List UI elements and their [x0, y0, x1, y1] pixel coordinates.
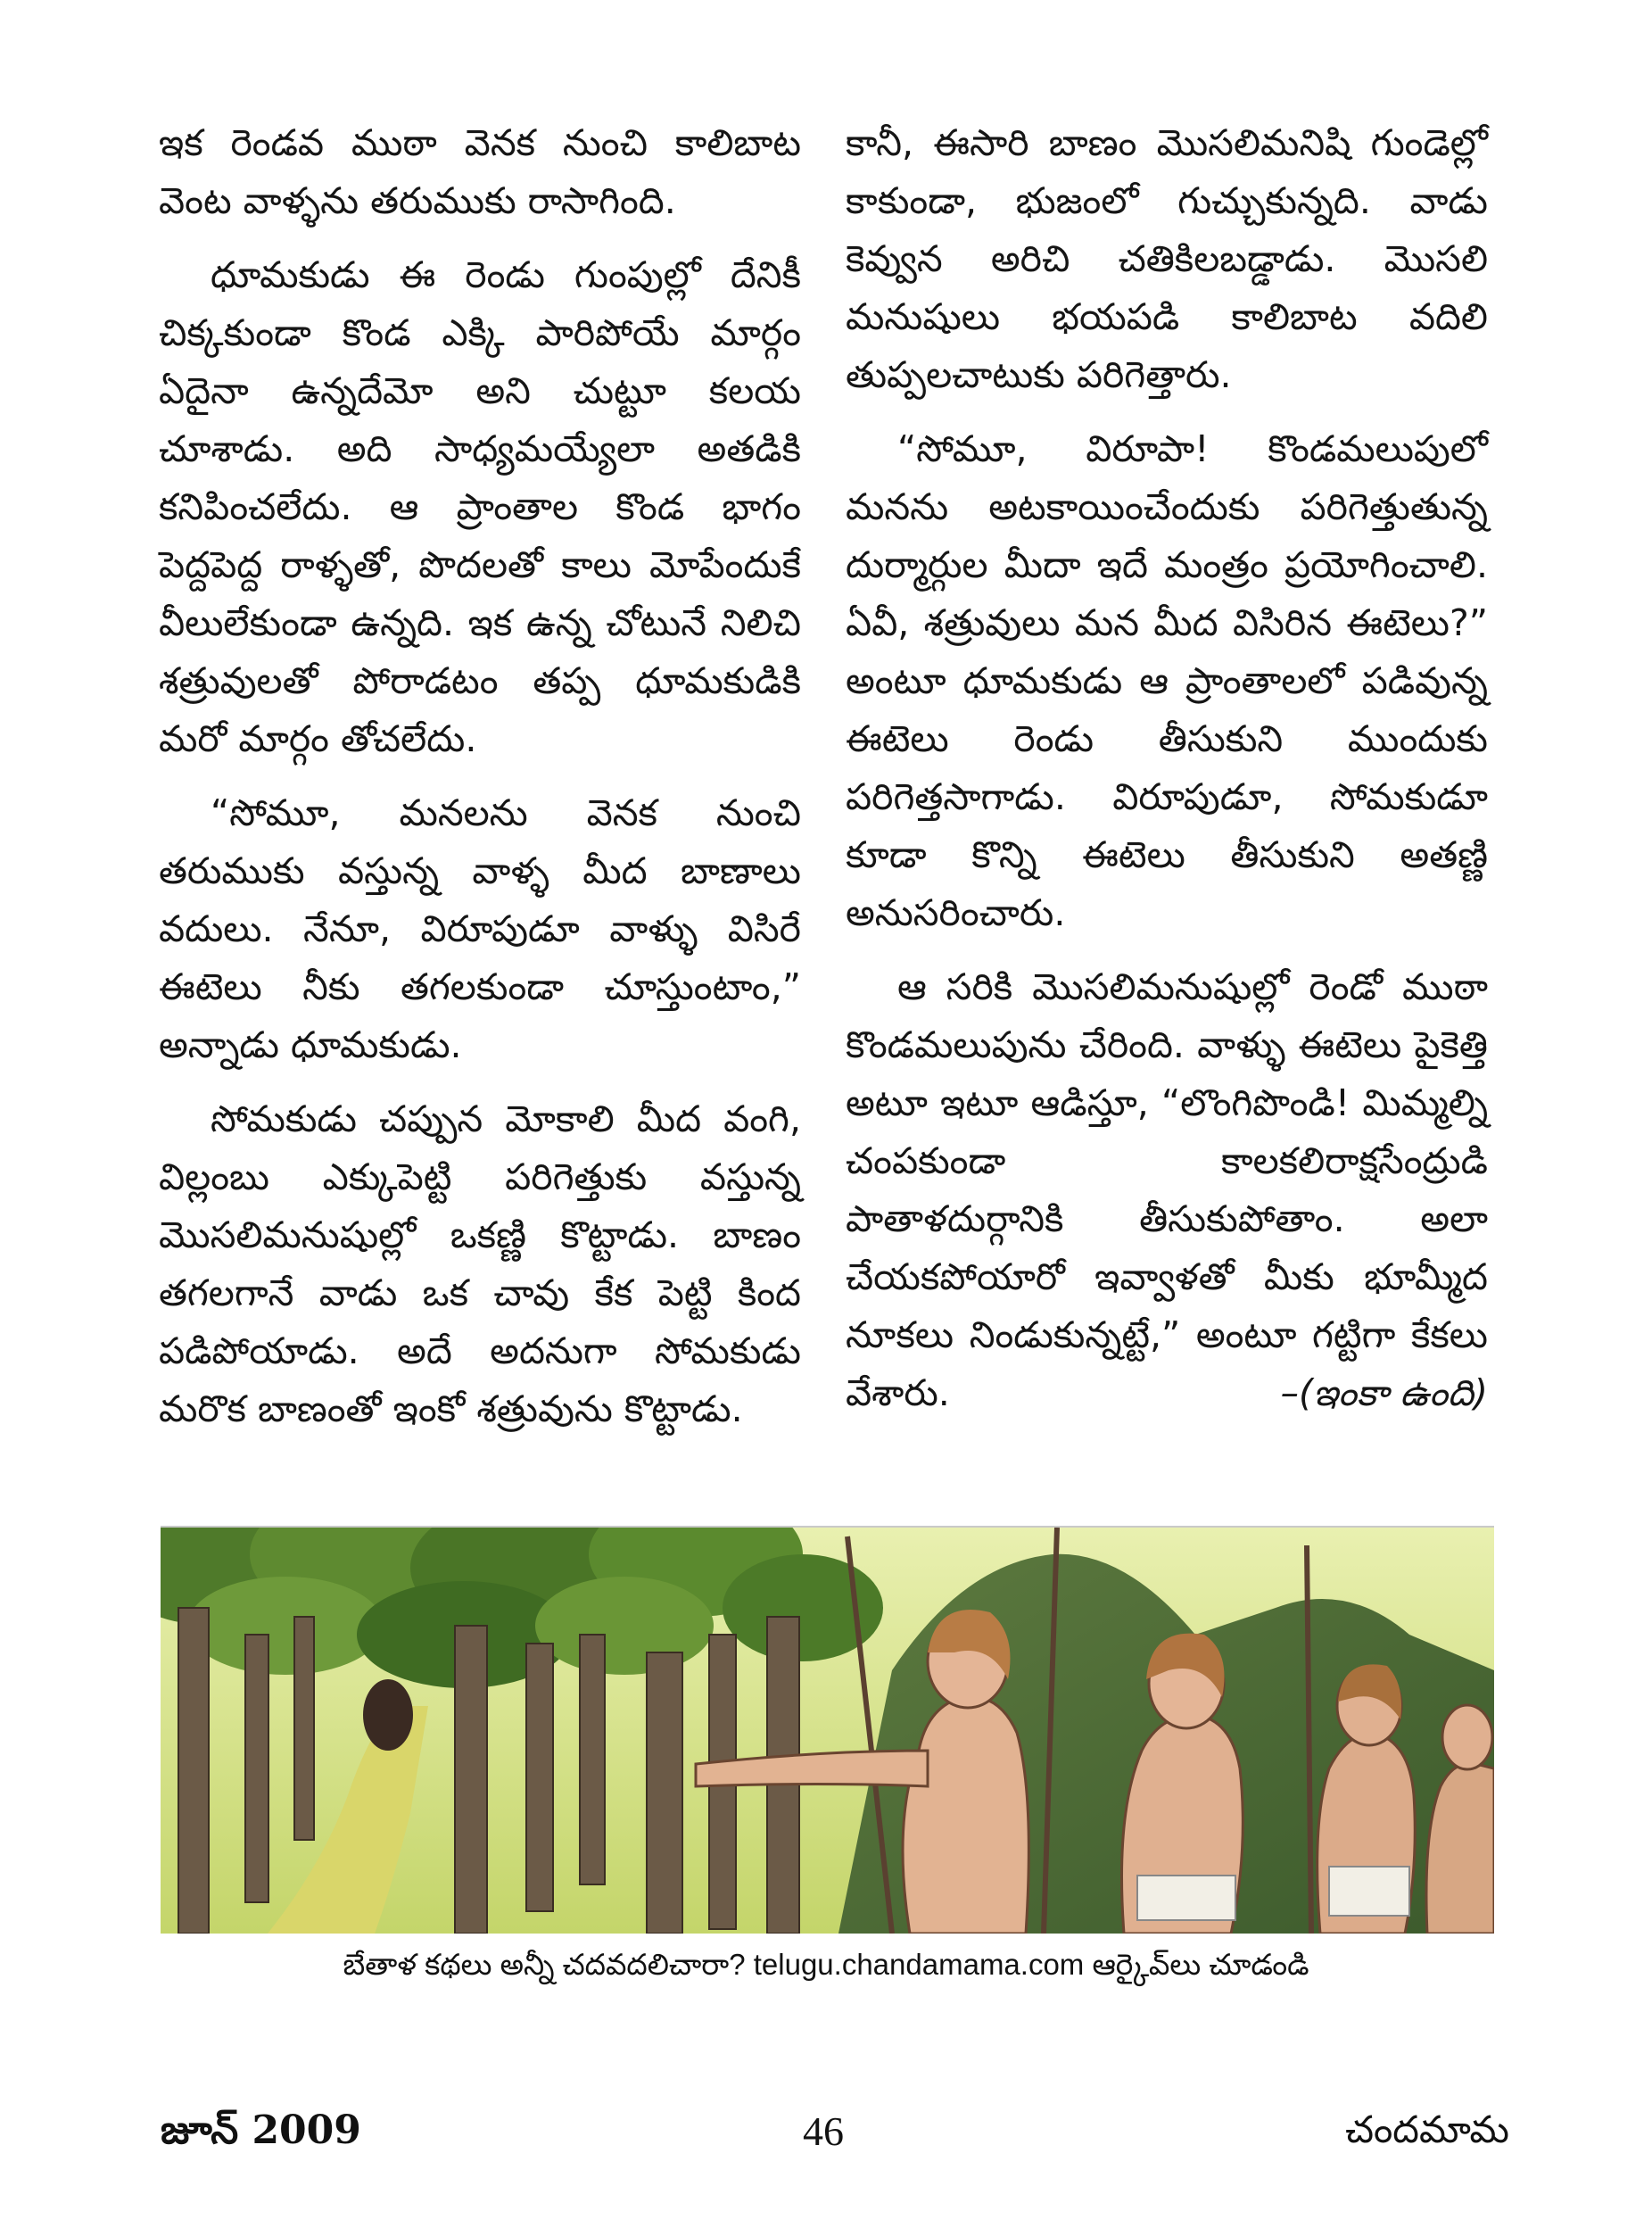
- archive-promo: బేతాళ కథలు అన్నీ చదవదలిచారా? telugu.chandamama.com ఆర్కైవ్‌లు చూడండి: [343, 1948, 1309, 1981]
- continued-note: –(ఇంకా ఉంది): [1280, 1371, 1488, 1414]
- forest-warriors-illustration: [161, 1528, 1494, 1934]
- paragraph: “సోమూ, మనలను వెనక నుంచి తరుముకు వస్తున్న వాళ్ళ మీద బాణాలు వదులు. నేనూ, విరూపుడూ వాళ్ళు విసిరే ఈటెలు నీకు తగలకుండా చూస్తుంటాం,” అన్నాడు ధూమకుడు.: [159, 791, 801, 1066]
- paragraph: ఇక రెండవ ముఠా వెనక నుంచి కాలిబాట వెంట వాళ్ళను తరుముకు రాసాగింది.: [159, 121, 801, 222]
- page-number: 46: [803, 2108, 844, 2154]
- right-column: [846, 114, 1488, 1438]
- paragraph-last: [846, 958, 1488, 1422]
- paragraph-text: ఆ సరికి మొసలిమనుషుల్లో రెండో ముఠా కొండమలుపును చేరింది. వాళ్ళు ఈటెలు పైకెత్తి అటూ ఇటూ ఆడిస్తూ, “లొంగిపొండి! మిమ్మల్ని చంపకుండా కాలకలిరాక్షసేంద్రుడి పాతాళదుర్గానికి తీసుకుపోతాం. అలా చేయకపోయారో ఇవ్వాళతో మీకు భూమ్మీద నూకలు నిండుకున్నట్టే,” అంటూ గట్టిగా కేకలు వేశారు.: [846, 965, 1488, 1414]
- left-column: [159, 114, 801, 1454]
- paragraph: “సోమూ, విరూపా! కొండమలుపులో మనను అటకాయించేందుకు పరిగెత్తుతున్న దుర్మార్గుల మీదా ఇదే మంత్రం ప్రయోగించాలి. ఏవీ, శత్రువులు మన మీద విసిరిన ఈటెలు?” అంటూ ధూమకుడు ఆ ప్రాంతాలలో పడివున్న ఈటెలు రెండు తీసుకుని ముందుకు పరిగెత్తసాగాడు. విరూపుడూ, సోమకుడూ కూడా కొన్ని ఈటెలు తీసుకుని అతణ్ణి అనుసరించారు.: [846, 427, 1488, 934]
- paragraph: సోమకుడు చప్పున మోకాలి మీద వంగి, విల్లంబు ఎక్కుపెట్టి పరిగెత్తుకు వస్తున్న మొసలిమనుషుల్లో ఒకణ్ణి కొట్టాడు. బాణం తగలగానే వాడు ఒక చావు కేక పెట్టి కింద పడిపోయాడు. అదే అదనుగా సోమకుడు మరొక బాణంతో ఇంకో శత్రువును కొట్టాడు.: [159, 1097, 801, 1430]
- paragraph: కానీ, ఈసారి బాణం మొసలిమనిషి గుండెల్లో కాకుండా, భుజంలో గుచ్చుకున్నది. వాడు కెవ్వున అరిచి చతికిలబడ్డాడు. మొసలి మనుషులు భయపడి కాలిబాట వదిలి తుప్పలచాటుకు పరిగెత్తారు.: [846, 121, 1488, 396]
- distant-figure: [363, 1679, 413, 1751]
- magazine-name: చందమామ: [1345, 2108, 1509, 2151]
- paragraph: ధూమకుడు ఈ రెండు గుంపుల్లో దేనికీ చిక్కకుండా కొండ ఎక్కి పారిపోయే మార్గం ఏదైనా ఉన్నదేమో అని చుట్టూ కలయ చూశాడు. అది సాధ్యమయ్యేలా అతడికి కనిపించలేదు. ఆ ప్రాంతాల కొండ భాగం పెద్దపెద్ద రాళ్ళతో, పొదలతో కాలు మోపేందుకే వీలులేకుండా ఉన్నది. ఇక ఉన్న చోటునే నిలిచి శత్రువులతో పోరాడటం తప్ప ధూమకుడికి మరో మార్గం తోచలేదు.: [159, 253, 801, 760]
- issue-date: జూన్ 2009: [161, 2108, 361, 2153]
- story-illustration: [161, 1526, 1494, 1934]
